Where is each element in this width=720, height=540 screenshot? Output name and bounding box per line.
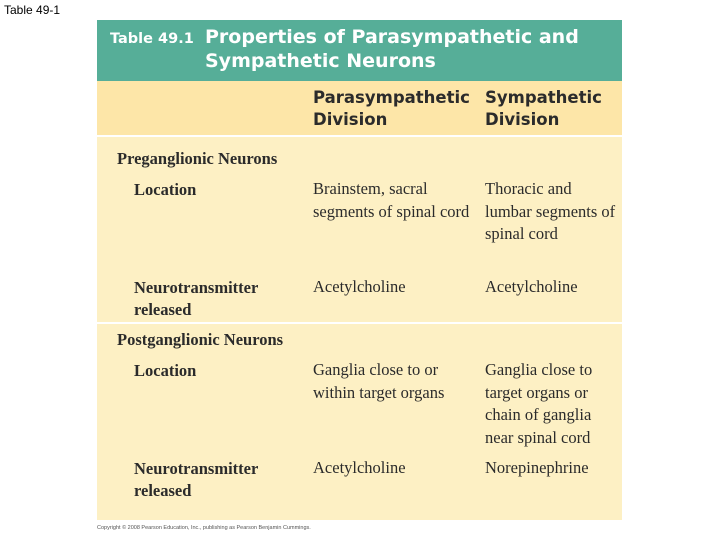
- cell-sympathetic: Acetylcholine: [485, 277, 578, 296]
- row-label-location: Location: [134, 361, 197, 380]
- column-header-row: [97, 81, 622, 135]
- table-header: [97, 20, 622, 81]
- cell-sympathetic: Ganglia close to target organs or chain of ganglia near spinal cord: [485, 360, 593, 447]
- section-heading-preganglionic: Preganglionic Neurons: [117, 149, 278, 168]
- cell-parasympathetic: Acetylcholine: [313, 458, 406, 477]
- cell-parasympathetic: Acetylcholine: [313, 277, 406, 296]
- cell-sympathetic: Thoracic and lumbar segments of spinal cord: [485, 179, 616, 243]
- cell-parasympathetic: Ganglia close to or within target organs: [313, 360, 445, 402]
- table-title: Properties of Parasympathetic and Sympathetic Neurons: [205, 26, 579, 72]
- cell-sympathetic: Norepinephrine: [485, 458, 589, 477]
- row-label-neurotransmitter: Neurotransmitter released: [134, 278, 259, 319]
- slide-title: Table 49-1: [4, 3, 61, 17]
- column-header-parasympathetic: Parasympathetic Division: [313, 88, 470, 129]
- copyright-notice: Copyright © 2008 Pearson Education, Inc., publishing as Pearson Benjamin Cummings.: [97, 525, 311, 531]
- row-label-location: Location: [134, 180, 197, 199]
- cell-parasympathetic: Brainstem, sacral segments of spinal cord: [313, 179, 470, 221]
- divider: [97, 322, 622, 324]
- row-label-neurotransmitter: Neurotransmitter released: [134, 459, 259, 500]
- table-number: Table 49.1: [110, 31, 194, 47]
- column-header-sympathetic: Sympathetic Division: [485, 88, 602, 129]
- divider: [97, 135, 622, 137]
- section-heading-postganglionic: Postganglionic Neurons: [117, 330, 284, 349]
- properties-table: [97, 20, 622, 520]
